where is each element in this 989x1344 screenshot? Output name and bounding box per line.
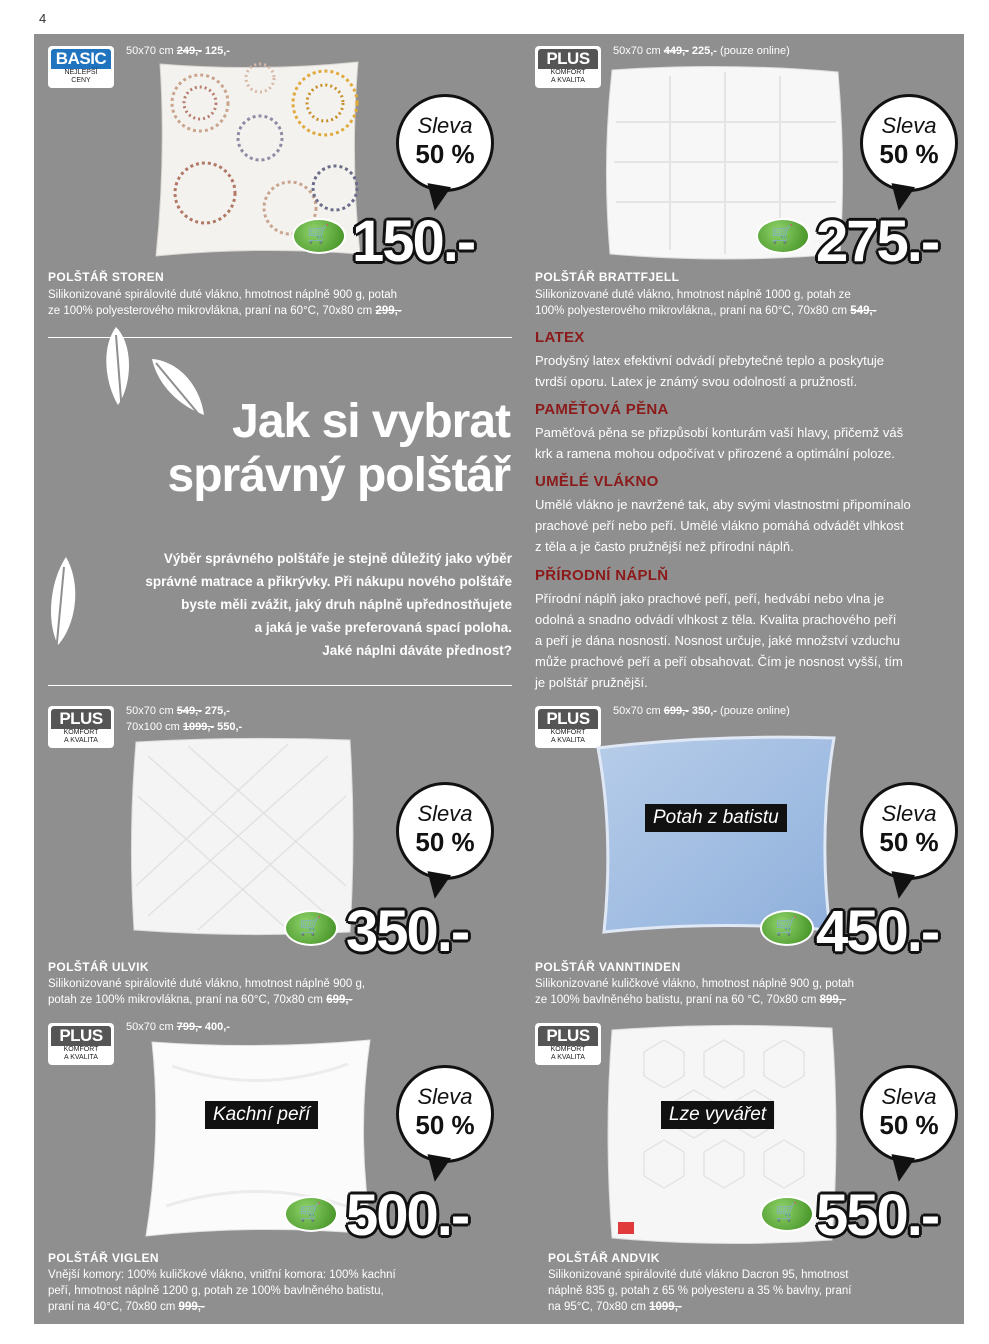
page-number: 4 bbox=[39, 11, 47, 26]
discount-bubble: Sleva 50 % bbox=[396, 94, 494, 192]
plus-badge bbox=[535, 46, 601, 88]
badge-subtitle: KOMFORT A KVALITA bbox=[63, 729, 99, 744]
section-title-natural-filling: PŘÍRODNÍ NÁPLŇ bbox=[535, 567, 669, 584]
pillow-brattfjell-image bbox=[600, 62, 850, 262]
badge-title: PLUS bbox=[51, 709, 111, 729]
product-description: Silikonizované duté vlákno, hmotnost náplně 1000 g, potah ze 100% polyesterového mikrovlákna,, praní na 60°C, 70x80 cm 549,- bbox=[535, 289, 877, 317]
guide-intro: Výběr správného polštáře je stejně důležitý jako výběr správné matrace a přikrývky. Při nákupu nového polštáře byste měli zvážit, jaký druh náplně upřednostňujete a jaká je vaše preferovaná spací poloha. Jaké náplni dáváte přednost? bbox=[145, 551, 512, 658]
size-price-line: 50x70 cm 699,- 350,- (pouze online) bbox=[613, 705, 790, 717]
price: 450.- bbox=[816, 899, 939, 964]
size-price-line: 50x70 cm 549,- 275,- 70x100 cm 1099,- 550,- bbox=[126, 705, 243, 733]
plus-badge bbox=[535, 706, 601, 748]
badge-title: BASIC bbox=[51, 49, 111, 69]
price: 350.- bbox=[346, 899, 469, 964]
cart-icon[interactable]: 🛒 bbox=[756, 218, 810, 254]
product-name: POLŠTÁŘ BRATTFJELL bbox=[535, 270, 680, 284]
cart-icon[interactable]: 🛒 bbox=[292, 218, 346, 254]
cart-icon[interactable]: 🛒 bbox=[760, 1196, 814, 1232]
feature-label: Kachní peří bbox=[205, 1101, 318, 1129]
badge-subtitle: NEJLEPŠÍ CENY bbox=[64, 69, 98, 84]
plus-badge bbox=[48, 1023, 114, 1065]
size-price-line: 50x70 cm 449,- 225,- (pouze online) bbox=[613, 45, 790, 57]
basic-badge bbox=[48, 46, 114, 88]
badge-subtitle: KOMFORT A KVALITA bbox=[63, 1046, 99, 1061]
pillow-ulvik-image bbox=[128, 736, 356, 936]
plus-badge bbox=[48, 706, 114, 748]
badge-title: PLUS bbox=[538, 709, 598, 729]
product-description: Vnější komory: 100% kuličkové vlákno, vnitřní komora: 100% kachní peří, hmotnost náplně 1200 g, potah ze 100% bavlněného batistu, praní na 40°C, 70x80 cm 999,- bbox=[48, 1269, 396, 1313]
guide-headline: Jak si vybrat správný polštář bbox=[167, 395, 510, 502]
discount-bubble: Sleva 50 % bbox=[860, 1065, 958, 1163]
product-name: POLŠTÁŘ VIGLEN bbox=[48, 1251, 159, 1265]
section-text-memory-foam: Paměťová pěna se přizpůsobí konturám vaší hlavy, přičemž váš krk a ramena mohou odpočívat v přirozené a optimální poloze. bbox=[535, 425, 904, 461]
product-description: Silikonizované spirálovité duté vlákno, hmotnost náplně 900 g, potah ze 100% mikrovlákna, praní na 60°C, 70x80 cm 699,- bbox=[48, 978, 366, 1006]
section-title-latex: LATEX bbox=[535, 329, 585, 346]
section-title-memory-foam: PAMĚŤOVÁ PĚNA bbox=[535, 401, 669, 418]
price: 275.- bbox=[816, 209, 939, 274]
cart-icon[interactable]: 🛒 bbox=[284, 1196, 338, 1232]
price: 550.- bbox=[816, 1183, 939, 1248]
divider bbox=[48, 685, 512, 686]
discount-bubble: Sleva 50 % bbox=[396, 1065, 494, 1163]
section-text-latex: Prodyšný latex efektivní odvádí přebytečné teplo a poskytuje tvrdší oporu. Latex je známý svou odolností a pružností. bbox=[535, 353, 885, 389]
product-description: Silikonizované spirálovité duté vlákno Dacron 95, hmotnost náplně 835 g, potah z 65 % polyesteru a 35 % bavlny, praní na 95°C, 70x80 cm 1099,- bbox=[548, 1269, 852, 1313]
badge-title: PLUS bbox=[538, 1026, 598, 1046]
cart-icon[interactable]: 🛒 bbox=[760, 910, 814, 946]
feature-label: Potah z batistu bbox=[645, 804, 787, 832]
feather-icon bbox=[42, 555, 82, 655]
badge-subtitle: KOMFORT A KVALITA bbox=[550, 729, 586, 744]
discount-bubble: Sleva 50 % bbox=[396, 782, 494, 880]
plus-badge bbox=[535, 1023, 601, 1065]
discount-bubble: Sleva 50 % bbox=[860, 94, 958, 192]
product-name: POLŠTÁŘ ULVIK bbox=[48, 960, 149, 974]
badge-subtitle: KOMFORT A KVALITA bbox=[550, 1046, 586, 1061]
product-name: POLŠTÁŘ ANDVIK bbox=[548, 1251, 660, 1265]
price: 150.- bbox=[352, 209, 475, 274]
product-description: Silikonizované kuličkové vlákno, hmotnost náplně 900 g, potah ze 100% bavlněného batistu, praní na 60 °C, 70x80 cm 899,- bbox=[535, 978, 855, 1006]
product-name: POLŠTÁŘ VANNTINDEN bbox=[535, 960, 681, 974]
section-text-synthetic-fiber: Umělé vlákno je navržené tak, aby svými vlastnostmi připomínalo prachové peří nebo peří. Umělé vlákno pomáhá odvádět vlhkost z těla a je často pružnější než přírodní náplň. bbox=[535, 497, 911, 554]
price: 500.- bbox=[346, 1183, 469, 1248]
badge-title: PLUS bbox=[51, 1026, 111, 1046]
product-name: POLŠTÁŘ STOREN bbox=[48, 270, 165, 284]
size-price-line: 50x70 cm 249,- 125,- bbox=[126, 45, 230, 57]
badge-subtitle: KOMFORT A KVALITA bbox=[550, 69, 586, 84]
cart-icon[interactable]: 🛒 bbox=[284, 910, 338, 946]
feature-label: Lze vyvářet bbox=[661, 1101, 774, 1129]
badge-title: PLUS bbox=[538, 49, 598, 69]
section-title-synthetic-fiber: UMĚLÉ VLÁKNO bbox=[535, 473, 659, 490]
discount-bubble: Sleva 50 % bbox=[860, 782, 958, 880]
product-description: Silikonizované spirálovité duté vlákno, hmotnost náplně 900 g, potah ze 100% polyesterového mikrovlákna, praní na 60°C, 70x80 cm 299,- bbox=[48, 289, 402, 317]
pillow-vanntinden-image bbox=[594, 734, 838, 934]
size-price-line: 50x70 cm 799,- 400,- bbox=[126, 1021, 230, 1033]
section-text-natural-filling: Přírodní náplň jako prachové peří, peří, hedvábí nebo vlna je odolná a snadno odvádí vlhkost z těla. Kvalita prachového peří a peří je dána nosností. Nosnost určuje, jaké množství vzduchu může prachové peří a peří obsahovat. Čím je nosnost vyšší, tím je polštář pružnější. bbox=[535, 591, 903, 690]
pillow-viglen-image bbox=[142, 1036, 378, 1240]
